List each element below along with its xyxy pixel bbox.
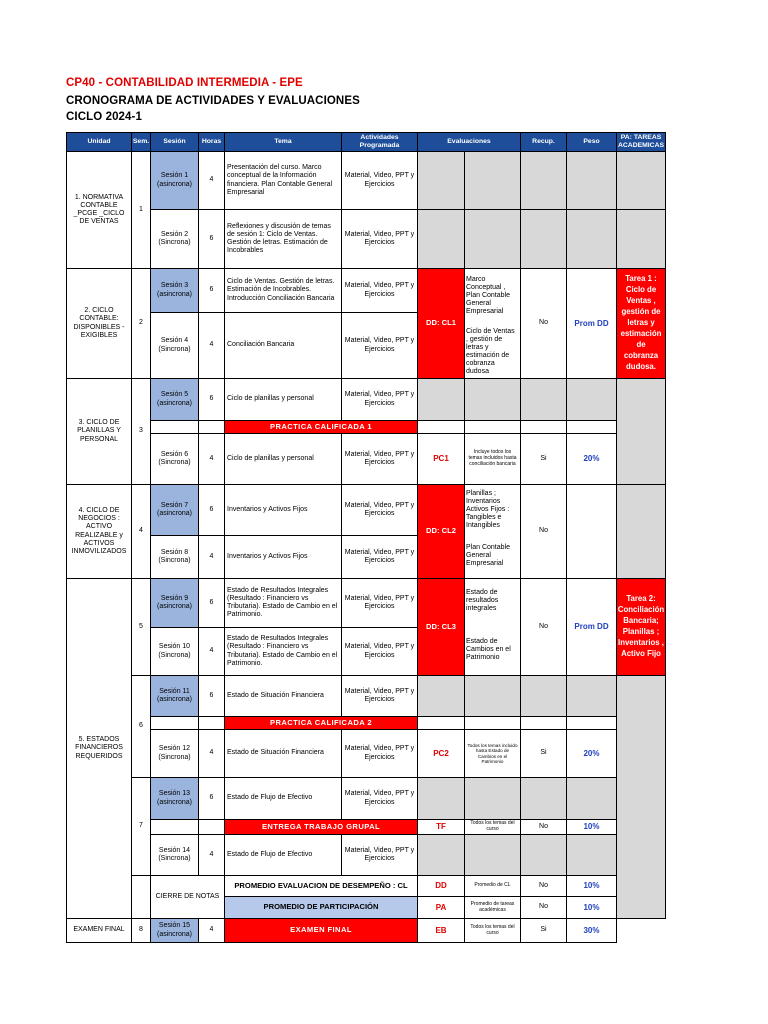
col-header-unidad: Unidad — [66, 132, 132, 152]
session-7-topic: Inventarios y Activos Fijos — [224, 484, 342, 536]
session-9: Sesión 9 (asincrona) — [150, 578, 199, 628]
closing-pa-weight: 10% — [566, 896, 617, 919]
session-13-topic: Estado de Flujo de Efectivo — [224, 777, 342, 820]
session-3-topic: Ciclo de Ventas. Gestión de letras. Estimación de Incobrables. Introducción Conciliación Bancaria — [224, 268, 342, 313]
banner-spacer — [417, 420, 465, 434]
week-4: 4 — [131, 484, 151, 579]
eval-cl2: DD: CL2 — [417, 484, 465, 579]
eval-pc2-weight: 20% — [566, 729, 617, 778]
eval-tf-recup: No — [520, 819, 567, 835]
banner-spacer — [464, 420, 521, 434]
schedule-subtitle: CRONOGRAMA DE ACTIVIDADES Y EVALUACIONES — [66, 95, 360, 107]
session-9-hours: 6 — [198, 578, 225, 628]
closing-dd-label: PROMEDIO EVALUACION DE DESEMPEÑO : CL — [224, 875, 418, 897]
unit-exam: EXAMEN FINAL — [66, 918, 132, 943]
session-2: Sesión 2 (Sincrona) — [150, 209, 199, 269]
eval-cl3-recup: No — [520, 578, 567, 676]
col-header-tema: Tema — [224, 132, 342, 152]
unit-3: 3. CICLO DE PLANILLAS Y PERSONAL — [66, 378, 132, 485]
session-13-hours: 6 — [198, 777, 225, 820]
closing-pa-label: PROMEDIO DE PARTICIPACIÓN — [224, 896, 418, 919]
tarea-empty — [616, 484, 666, 579]
eval-cl3-topic-2: Estado de Cambios en el Patrimonio — [464, 627, 521, 676]
tarea-2: Tarea 2: Conciliación Bancaria; Planillas ; Inventarios , Activo Fijo — [616, 578, 666, 676]
recup-empty — [520, 777, 567, 820]
banner-spacer — [520, 420, 567, 434]
session-12-topic: Estado de Situación Financiera — [224, 729, 342, 778]
eval-tf: TF — [417, 819, 465, 835]
eval-cl2-topic-1: Planillas ; Inventarios Activos Fijos : Tangibles e Intangibles — [464, 484, 521, 536]
eval-pc2: PC2 — [417, 729, 465, 778]
eval-pc1: PC1 — [417, 433, 465, 485]
closing-eb-code: EB — [417, 918, 465, 943]
banner-spacer — [417, 716, 465, 730]
week-1: 1 — [131, 151, 151, 269]
session-5-hours: 6 — [198, 378, 225, 421]
week-6: 6 — [131, 675, 151, 778]
week-5: 5 — [131, 578, 151, 676]
banner-exam: EXAMEN FINAL — [224, 918, 418, 943]
session-5: Sesión 5 (asincrona) — [150, 378, 199, 421]
session-11: Sesión 11 (asincrona) — [150, 675, 199, 717]
banner-spacer — [566, 420, 617, 434]
eval-tf-weight: 10% — [566, 819, 617, 835]
closing-eb-desc: Todos los temas del curso — [464, 918, 521, 943]
session-9-activity: Material, Video, PPT y Ejercicios — [341, 578, 418, 628]
session-1-hours: 4 — [198, 151, 225, 210]
session-7: Sesión 7 (asincrona) — [150, 484, 199, 536]
eval-desc-empty — [464, 209, 521, 269]
col-header-sem: Sem. — [131, 132, 151, 152]
closing-label: CIERRE DE NOTAS — [150, 875, 225, 919]
eval-tf-topics: Todos los temas del curso — [464, 819, 521, 835]
eval-desc-empty — [464, 834, 521, 876]
session-3-hours: 6 — [198, 268, 225, 313]
recup-empty — [520, 209, 567, 269]
session-4-activity: Material, Video, PPT y Ejercicios — [341, 312, 418, 379]
unit-2: 2. CICLO CONTABLE: DISPONIBLES - EXIGIBLES — [66, 268, 132, 379]
session-14-topic: Estado de Flujo de Efectivo — [224, 834, 342, 876]
eval-empty — [417, 378, 465, 421]
eval-pc1-weight: 20% — [566, 433, 617, 485]
recup-empty — [520, 834, 567, 876]
peso-empty — [566, 675, 617, 717]
session-12-activity: Material, Video, PPT y Ejercicios — [341, 729, 418, 778]
banner-spacer — [150, 420, 199, 434]
session-5-topic: Ciclo de planillas y personal — [224, 378, 342, 421]
session-3-activity: Material, Video, PPT y Ejercicios — [341, 268, 418, 313]
session-14: Sesión 14 (Sincrona) — [150, 834, 199, 876]
eval-cl1: DD: CL1 — [417, 268, 465, 379]
closing-eb-recup: Si — [520, 918, 567, 943]
unit-5: 5. ESTADOS FINANCIEROS REQUERIDOS — [66, 578, 132, 919]
eval-cl2-recup: No — [520, 484, 567, 579]
eval-cl2-weight — [566, 484, 617, 579]
session-1-activity: Material, Video, PPT y Ejercicios — [341, 151, 418, 210]
col-header-sesion: Sesión — [150, 132, 199, 152]
peso-empty — [566, 209, 617, 269]
session-8-hours: 4 — [198, 535, 225, 579]
session-3: Sesión 3 (asincrona) — [150, 268, 199, 313]
tarea-empty — [616, 209, 666, 269]
tarea-empty — [616, 151, 666, 210]
closing-pa-desc: Promedio de tareas académicas — [464, 896, 521, 919]
session-10-topic: Estado de Resultados Integrales (Resultado : Financiero vs Tributaria). Estado de Cambio en el Patrimonio. — [224, 627, 342, 676]
session-13-activity: Material, Video, PPT y Ejercicios — [341, 777, 418, 820]
session-12: Sesión 12 (Sincrona) — [150, 729, 199, 778]
session-6: Sesión 6 (Sincrona) — [150, 433, 199, 485]
session-15-hours: 4 — [198, 918, 225, 943]
eval-empty — [417, 777, 465, 820]
session-8: Sesión 8 (Sincrona) — [150, 535, 199, 579]
col-header-recup: Recup. — [520, 132, 567, 152]
recup-empty — [520, 378, 567, 421]
closing-dd-desc: Promedio de CL — [464, 875, 521, 897]
eval-cl1-topic-1: Marco Conceptual , Plan Contable General Empresarial — [464, 268, 521, 324]
banner-spacer — [464, 716, 521, 730]
banner-spacer — [566, 716, 617, 730]
banner-spacer — [198, 420, 225, 434]
banner-spacer — [520, 716, 567, 730]
closing-dd-weight: 10% — [566, 875, 617, 897]
session-2-topic: Reflexiones y discusión de temas de sesión 1: Ciclo de Ventas. Gestión de letras. Estimación de Incobrables — [224, 209, 342, 269]
banner-spacer — [198, 819, 225, 835]
col-header-peso: Peso — [566, 132, 617, 152]
session-2-hours: 6 — [198, 209, 225, 269]
session-15: Sesión 15 (asincrona) — [150, 918, 199, 943]
banner-pc1: PRACTICA CALIFICADA 1 — [224, 420, 418, 434]
col-header-actividades: Actividades Programada — [341, 132, 418, 152]
closing-pa-recup: No — [520, 896, 567, 919]
col-header-evaluaciones: Evaluaciones — [417, 132, 521, 152]
eval-desc-empty — [464, 675, 521, 717]
banner-spacer — [198, 716, 225, 730]
eval-desc-empty — [464, 777, 521, 820]
eval-pc1-topics: Incluye todos los temas incluidos hasta conciliación bancaria — [464, 433, 521, 485]
session-6-topic: Ciclo de planillas y personal — [224, 433, 342, 485]
week-7: 7 — [131, 777, 151, 876]
eval-empty — [417, 209, 465, 269]
banner-tf: ENTREGA TRABAJO GRUPAL — [224, 819, 418, 835]
session-14-activity: Material, Video, PPT y Ejercicios — [341, 834, 418, 876]
week-3: 3 — [131, 378, 151, 485]
session-7-hours: 6 — [198, 484, 225, 536]
week-2: 2 — [131, 268, 151, 379]
session-6-activity: Material, Video, PPT y Ejercicios — [341, 433, 418, 485]
session-8-activity: Material, Video, PPT y Ejercicios — [341, 535, 418, 579]
session-11-activity: Material, Video, PPT y Ejercicios — [341, 675, 418, 717]
peso-empty — [566, 834, 617, 876]
session-5-activity: Material, Video, PPT y Ejercicios — [341, 378, 418, 421]
tarea-1: Tarea 1 : Ciclo de Ventas , gestión de letras y estimación de cobranza dudosa. — [616, 268, 666, 379]
session-1-topic: Presentación del curso. Marco conceptual de la Información financiera. Plan Contable General Empresarial — [224, 151, 342, 210]
eval-cl3: DD: CL3 — [417, 578, 465, 676]
recup-empty — [520, 151, 567, 210]
session-11-topic: Estado de Situación Financiera — [224, 675, 342, 717]
col-header-horas: Horas — [198, 132, 225, 152]
tarea-empty — [616, 378, 666, 485]
eval-pc2-recup: Si — [520, 729, 567, 778]
session-2-activity: Material, Video, PPT y Ejercicios — [341, 209, 418, 269]
closing-dd-recup: No — [520, 875, 567, 897]
eval-empty — [417, 834, 465, 876]
banner-pc2: PRACTICA CALIFICADA 2 — [224, 716, 418, 730]
peso-empty — [566, 777, 617, 820]
eval-cl3-topic-1: Estado de resultados integrales — [464, 578, 521, 628]
session-12-hours: 4 — [198, 729, 225, 778]
session-8-topic: Inventarios y Activos Fijos — [224, 535, 342, 579]
course-title: CP40 - CONTABILIDAD INTERMEDIA - EPE — [66, 77, 303, 89]
session-13: Sesión 13 (asincrona) — [150, 777, 199, 820]
tarea-empty — [616, 675, 666, 919]
eval-empty — [417, 675, 465, 717]
eval-cl2-topic-2: Plan Contable General Empresarial — [464, 535, 521, 579]
eval-empty — [417, 151, 465, 210]
week-8: 8 — [131, 918, 151, 943]
session-14-hours: 4 — [198, 834, 225, 876]
peso-empty — [566, 151, 617, 210]
eval-desc-empty — [464, 151, 521, 210]
session-7-activity: Material, Video, PPT y Ejercicios — [341, 484, 418, 536]
eval-pc1-recup: Si — [520, 433, 567, 485]
recup-empty — [520, 675, 567, 717]
session-9-topic: Estado de Resultados Integrales (Resultado : Financiero vs Tributaria). Estado de Cambio en el Patrimonio. — [224, 578, 342, 628]
eval-cl1-recup: No — [520, 268, 567, 379]
closing-pa-code: PA — [417, 896, 465, 919]
session-1: Sesión 1 (asincrona) — [150, 151, 199, 210]
unit-4: 4. CICLO DE NEGOCIOS : ACTIVO REALIZABLE y ACTIVOS INMOVILIZADOS — [66, 484, 132, 579]
col-header-tareas: PA: TAREAS ACADEMICAS — [616, 132, 666, 152]
unit-1: 1. NORMATIVA CONTABLE _PCGE _CICLO DE VENTAS — [66, 151, 132, 269]
banner-spacer — [150, 819, 199, 835]
banner-spacer — [150, 716, 199, 730]
peso-empty — [566, 378, 617, 421]
session-10: Sesión 10 (Sincrona) — [150, 627, 199, 676]
eval-pc2-topics: Todos los temas incluido hasta Estado de Cambios en el Patrimonio — [464, 729, 521, 778]
closing-eb-weight: 30% — [566, 918, 617, 943]
eval-cl3-weight: Prom DD — [566, 578, 617, 676]
eval-cl1-topic-2: Ciclo de Ventas , gestión de letras y estimación de cobranza dudosa — [464, 323, 521, 379]
session-10-hours: 4 — [198, 627, 225, 676]
eval-cl1-weight: Prom DD — [566, 268, 617, 379]
session-11-hours: 6 — [198, 675, 225, 717]
session-4-hours: 4 — [198, 312, 225, 379]
session-4-topic: Conciliación Bancaria — [224, 312, 342, 379]
cycle-label: CICLO 2024-1 — [66, 111, 142, 123]
closing-dd-code: DD — [417, 875, 465, 897]
session-6-hours: 4 — [198, 433, 225, 485]
session-10-activity: Material, Video, PPT y Ejercicios — [341, 627, 418, 676]
session-4: Sesión 4 (Sincrona) — [150, 312, 199, 379]
closing-week-blank — [131, 875, 151, 919]
eval-desc-empty — [464, 378, 521, 421]
